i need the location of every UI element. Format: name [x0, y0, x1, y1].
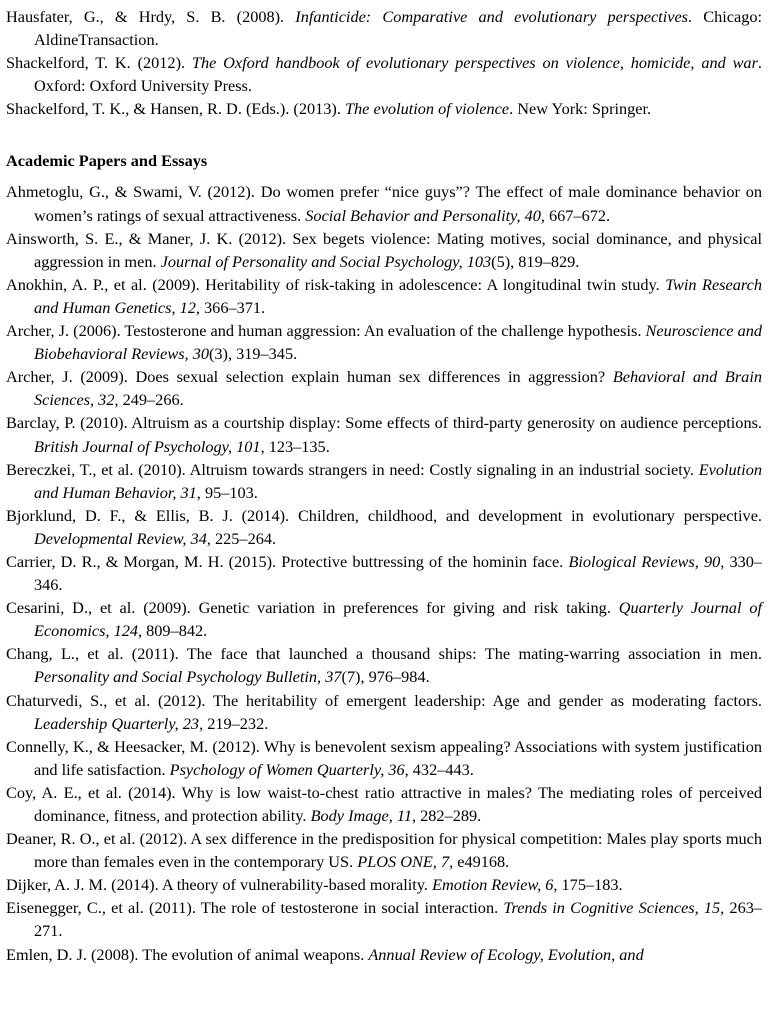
reference-pages: , 432–443. — [404, 759, 474, 779]
reference-text: Archer, J. (2006). Testosterone and human aggression: An evaluation of the challenge hypothesis. — [6, 321, 646, 341]
paper-reference — [6, 458, 762, 504]
reference-journal: Twin Research and Human Genetics, 12 — [34, 274, 762, 317]
reference-journal: Trends in Cognitive Sciences, 15 — [503, 898, 721, 918]
reference-journal: Personality and Social Psychology Bulletin, 37 — [34, 667, 342, 687]
reference-text: Chang, L., et al. (2011). The face that launched a thousand ships: The mating-warring association in men. — [6, 644, 762, 664]
section-heading: Academic Papers and Essays — [6, 151, 208, 171]
reference-text: Dijker, A. J. M. (2014). A theory of vulnerability-based morality. — [6, 875, 433, 895]
paper-reference — [6, 596, 762, 642]
reference-journal: Psychology of Women Quarterly, 36 — [169, 759, 405, 779]
reference-text: Deaner, R. O., et al. (2012). A sex difference in the predisposition for physical competition: Males play sports much more than females even in the contemporary US. — [6, 829, 762, 872]
reference-text: Emlen, D. J. (2008). The evolution of animal weapons. — [6, 944, 369, 964]
book-reference-list — [6, 5, 762, 120]
reference-journal: Quarterly Journal of Economics, 124 — [34, 598, 762, 641]
reference-title: Infanticide: Comparative and evolutionary perspectives — [295, 7, 689, 26]
reference-pages: (7), 976–984. — [341, 667, 430, 687]
reference-text: Bereczkei, T., et al. (2010). Altruism towards strangers in need: Costly signaling in an industrial society. — [6, 459, 699, 479]
reference-publisher: . Oxford: Oxford University Press. — [34, 53, 762, 96]
book-reference — [6, 5, 762, 51]
reference-journal: Annual Review of Ecology, Evolution, and — [368, 944, 644, 964]
reference-pages: , 263–271. — [34, 898, 762, 941]
reference-text: Coy, A. E., et al. (2014). Why is low waist-to-chest ratio attractive in males? The mediating roles of perceived dominance, fitness, and protection ability. — [6, 782, 762, 825]
reference-journal: PLOS ONE, 7 — [357, 852, 450, 872]
paper-reference — [6, 411, 762, 457]
reference-pages: , 219–232. — [199, 713, 269, 733]
reference-pages: (3), 319–345. — [208, 344, 298, 364]
paper-reference — [6, 735, 762, 781]
paper-reference — [6, 873, 762, 896]
reference-text: Cesarini, D., et al. (2009). Genetic variation in preferences for giving and risk taking. — [6, 598, 619, 618]
reference-pages: , 95–103. — [196, 482, 258, 502]
paper-reference — [6, 319, 762, 365]
reference-pages: , 667–672. — [540, 205, 611, 225]
paper-reference — [6, 781, 762, 827]
paper-reference — [6, 504, 762, 550]
reference-journal: Leadership Quarterly, 23 — [34, 713, 200, 733]
reference-journal: Evolution and Human Behavior, 31 — [34, 459, 762, 502]
reference-journal: Body Image, 11 — [310, 806, 412, 825]
reference-text: Ainsworth, S. E., & Maner, J. K. (2012). Sex begets violence: Mating motives, social dominance, and physical aggression in men. — [6, 228, 762, 271]
paper-reference — [6, 689, 762, 735]
reference-pages: (5), 819–829. — [491, 251, 580, 271]
paper-reference — [6, 550, 762, 596]
reference-text: Ahmetoglu, G., & Swami, V. (2012). Do women prefer “nice guys”? The effect of male dominance behavior on women’s ratings of sexual attractiveness. — [6, 182, 762, 225]
reference-journal: British Journal of Psychology, 101 — [34, 436, 261, 456]
reference-text: Connelly, K., & Heesacker, M. (2012). Why is benevolent sexism appealing? Associations with system justification and life satisfaction. — [6, 736, 762, 779]
reference-title: The evolution of violence — [344, 99, 510, 119]
reference-pages: , 123–135. — [260, 436, 330, 456]
reference-pages: , 175–183. — [553, 875, 623, 895]
reference-text: Chaturvedi, S., et al. (2012). The heritability of emergent leadership: Age and gender as moderating factors. — [6, 690, 762, 710]
book-reference — [6, 97, 762, 120]
paper-reference — [6, 273, 762, 319]
reference-pages: , 225–264. — [206, 528, 277, 548]
reference-text: Archer, J. (2009). Does sexual selection explain human sex differences in aggression? — [6, 367, 613, 387]
reference-text: Eisenegger, C., et al. (2011). The role of testosterone in social interaction. — [6, 898, 504, 918]
reference-journal: Developmental Review, 34 — [34, 528, 207, 548]
book-reference — [6, 51, 762, 97]
paper-reference — [6, 180, 762, 226]
reference-text: Bjorklund, D. F., & Ellis, B. J. (2014). Children, childhood, and development in evolutionary perspective. — [6, 505, 762, 525]
reference-authors: Shackelford, T. K., & Hansen, R. D. (Eds.). (2013). — [6, 99, 345, 119]
reference-journal: Biological Reviews, 90 — [568, 551, 721, 571]
reference-journal: Emotion Review, 6 — [432, 875, 554, 895]
reference-authors: Hausfater, G., & Hrdy, S. B. (2008). — [6, 7, 296, 26]
reference-authors: Shackelford, T. K. (2012). — [6, 53, 192, 73]
reference-title: The Oxford handbook of evolutionary perspectives on violence, homicide, and war — [191, 53, 758, 73]
paper-reference-list — [6, 180, 762, 965]
reference-text: Anokhin, A. P., et al. (2009). Heritability of risk-taking in adolescence: A longitudinal twin study. — [6, 274, 666, 294]
reference-journal: Neuroscience and Biobehavioral Reviews, 30 — [34, 321, 762, 364]
reference-pages: , 809–842. — [138, 621, 208, 641]
reference-journal: Behavioral and Brain Sciences, 32 — [34, 367, 762, 410]
reference-pages: , 282–289. — [412, 806, 482, 825]
reference-pages: , 249–266. — [114, 390, 184, 410]
reference-pages: , e49168. — [449, 852, 510, 872]
reference-text: Barclay, P. (2010). Altruism as a courtship display: Some effects of third-party generosity on audience perceptions. — [6, 413, 762, 433]
reference-text: Carrier, D. R., & Morgan, M. H. (2015). Protective buttressing of the hominin face. — [6, 551, 569, 571]
paper-reference — [6, 365, 762, 411]
reference-journal: Social Behavior and Personality, 40 — [305, 205, 541, 225]
paper-reference — [6, 227, 762, 273]
paper-reference — [6, 827, 762, 873]
paper-reference — [6, 896, 762, 942]
reference-publisher: . Chicago: AldineTransaction. — [34, 7, 763, 50]
paper-reference — [6, 642, 762, 688]
reference-publisher: . New York: Springer. — [509, 99, 652, 119]
reference-pages: , 366–371. — [195, 297, 266, 317]
paper-reference — [6, 943, 762, 966]
reference-journal: Journal of Personality and Social Psychology, 103 — [160, 251, 492, 271]
reference-pages: , 330–346. — [34, 551, 763, 595]
